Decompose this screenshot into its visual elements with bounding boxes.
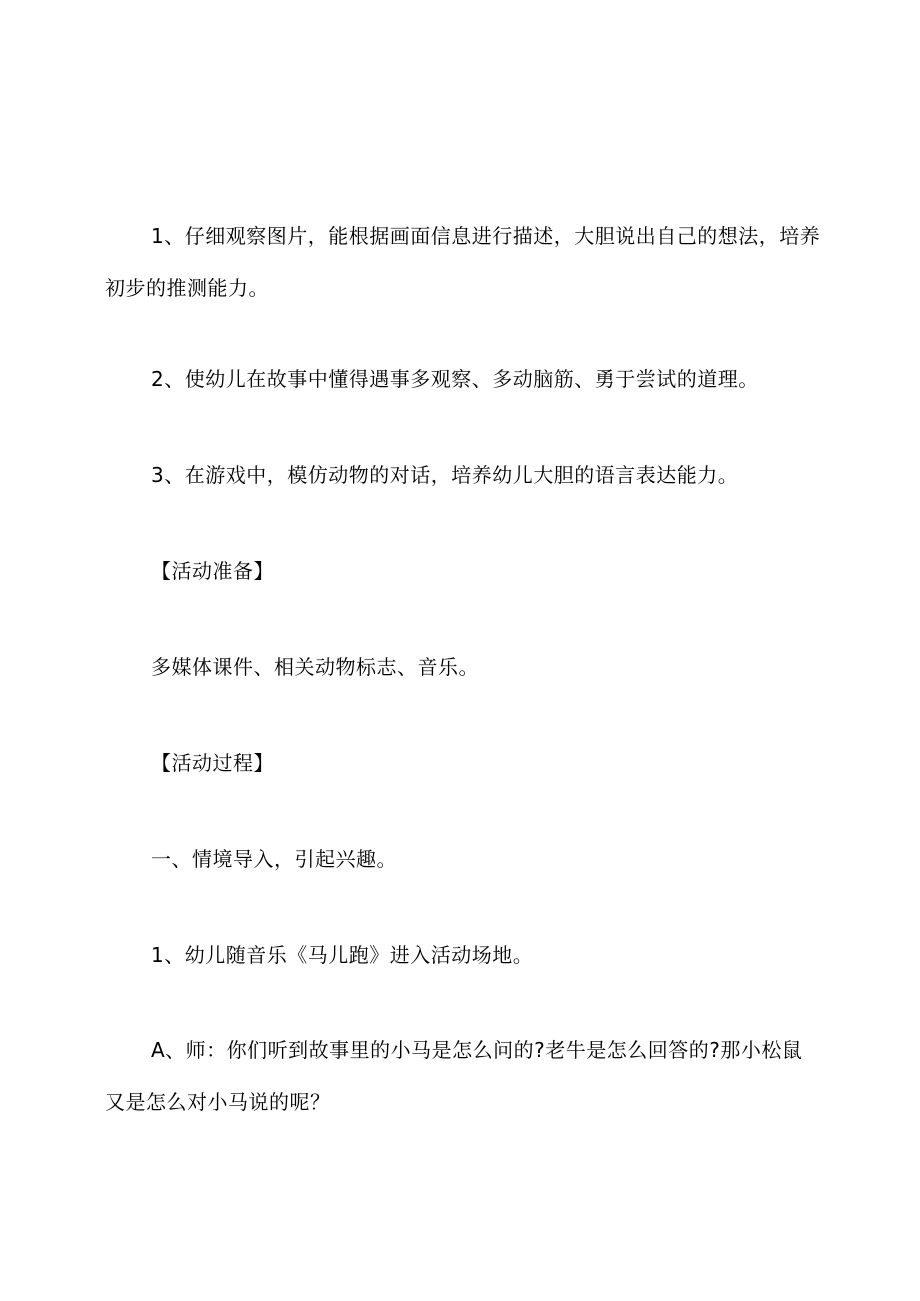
teacher-question: A、师：你们听到故事里的小马是怎么问的?老牛是怎么回答的?那小松鼠又是怎么对小马说的呢？ <box>105 1038 803 1114</box>
section-heading-preparation: 【活动准备】 <box>151 559 274 583</box>
process-substep-1: 1、幼儿随音乐《马儿跑》进入活动场地。 <box>151 943 534 967</box>
process-step-1: 一、情境导入，引起兴趣。 <box>151 847 397 871</box>
section-heading-process: 【活动过程】 <box>151 751 274 775</box>
objective-3: 3、在游戏中，模仿动物的对话，培养幼儿大胆的语言表达能力。 <box>151 463 739 487</box>
objective-2: 2、使幼儿在故事中懂得遇事多观察、多动脑筋、勇于尝试的道理。 <box>151 367 759 391</box>
objective-1: 1、仔细观察图片，能根据画面信息进行描述，大胆说出自己的想法，培养初步的推测能力。 <box>105 224 821 300</box>
preparation-text: 多媒体课件、相关动物标志、音乐。 <box>151 655 479 679</box>
